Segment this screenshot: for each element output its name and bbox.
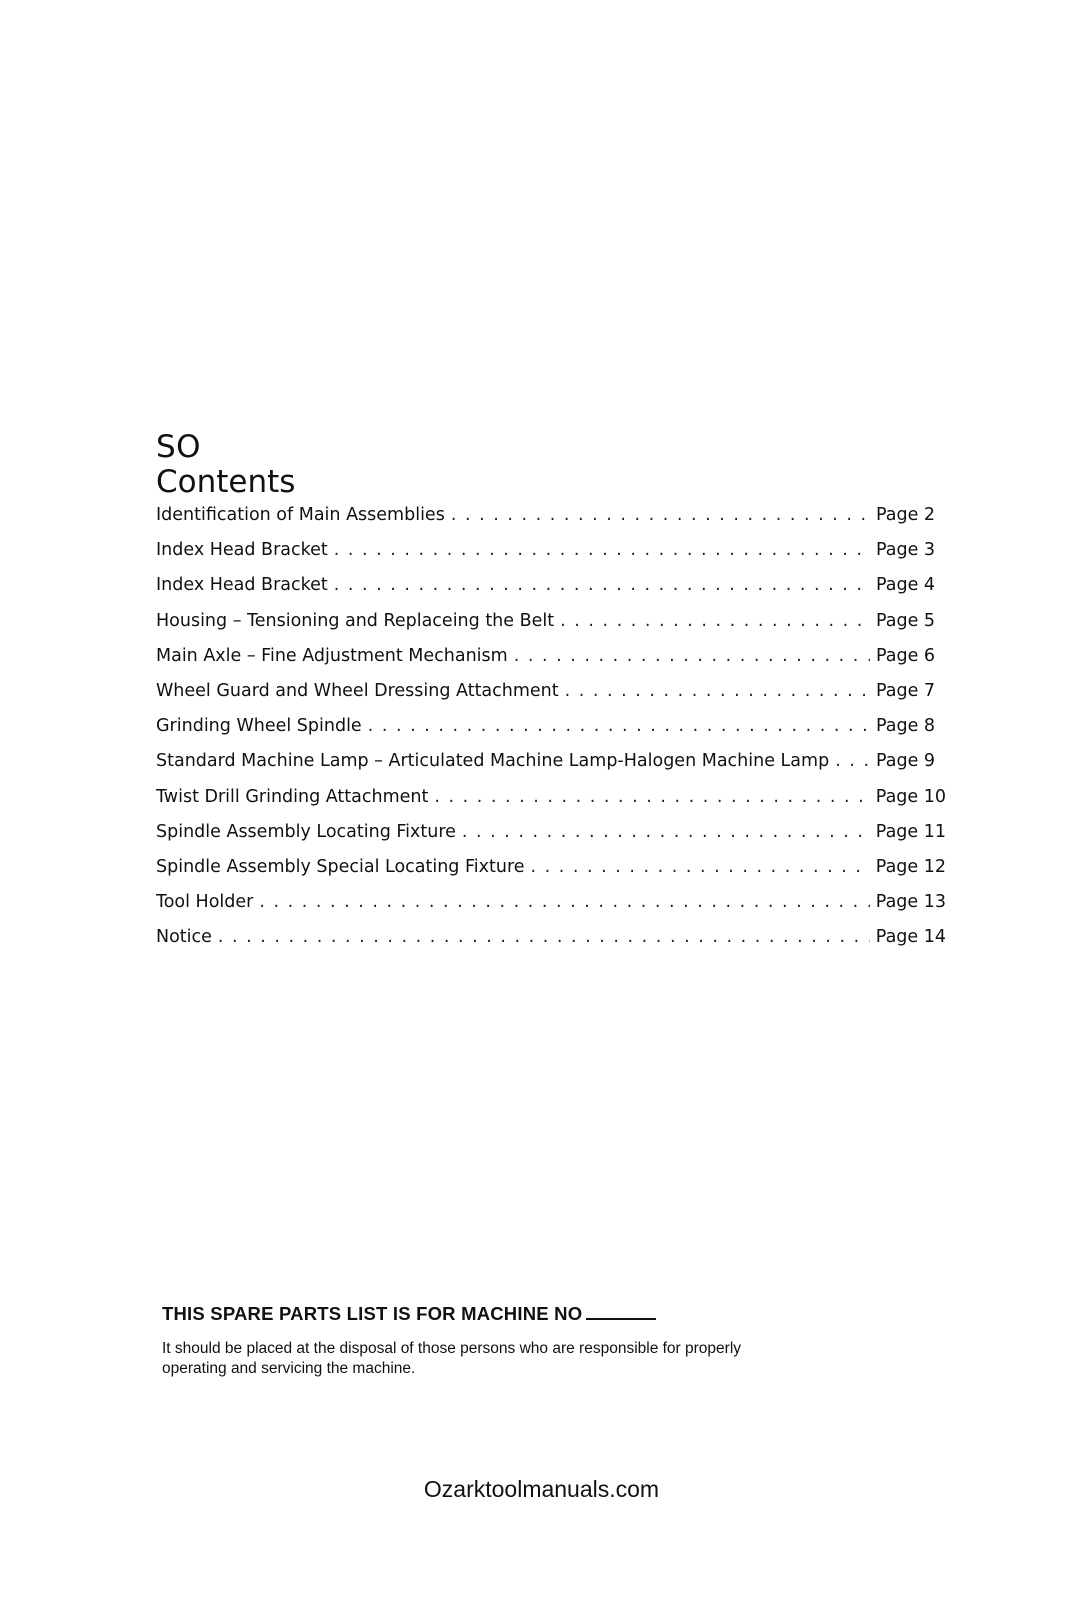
dot-leader (462, 820, 870, 844)
toc-entry-page: Page 2 (876, 505, 936, 525)
toc-entry (156, 855, 946, 890)
dot-leader (531, 855, 870, 879)
dot-leader (434, 785, 869, 809)
toc-entry (156, 890, 946, 925)
toc-entry-page: Page 5 (876, 610, 936, 631)
page-title: Contents (156, 464, 296, 500)
dot-leader (565, 679, 870, 703)
toc-entry-page: Page 10 (875, 786, 946, 807)
notice-title-text: THIS SPARE PARTS LIST IS FOR MACHINE NO (162, 1303, 583, 1324)
toc-entry-label: Housing – Tensioning and Replaceing the Belt (156, 610, 555, 631)
toc-entry-page: Page 13 (875, 892, 946, 913)
toc-entry-label: Wheel Guard and Wheel Dressing Attachment (156, 680, 559, 701)
toc-entry-page: Page 14 (875, 927, 946, 948)
toc-entry (156, 609, 946, 644)
toc-entry (156, 679, 946, 714)
toc-entry (156, 925, 946, 960)
toc-entry-page: Page 11 (875, 821, 946, 842)
toc-entry (156, 644, 946, 679)
toc-entry (156, 538, 946, 573)
toc-entry-page: Page 9 (876, 751, 936, 772)
toc-entry (156, 820, 946, 855)
toc-entry-label: Index Head Bracket (156, 575, 328, 596)
toc-entry-page: Page 3 (876, 540, 936, 561)
toc-entry-page: Page 12 (875, 856, 946, 877)
toc-entry-label: Grinding Wheel Spindle (156, 716, 362, 737)
spare-parts-notice (162, 1303, 862, 1379)
toc-entry-page: Page 8 (876, 716, 936, 737)
toc-entry-page: Page 4 (876, 575, 936, 596)
dot-leader (334, 573, 870, 597)
dot-leader (451, 503, 870, 527)
toc-entry-page: Page 7 (876, 680, 936, 701)
toc-entry-label: Identification of Main Assemblies (156, 505, 445, 525)
toc-entry-page: Page 6 (876, 645, 936, 666)
dot-leader (259, 890, 869, 914)
dot-leader (514, 644, 870, 668)
toc-entry-label: Tool Holder (156, 892, 254, 913)
toc-entry (156, 714, 946, 749)
toc-entry-label: Spindle Assembly Special Locating Fixture (156, 856, 525, 877)
notice-body: It should be placed at the disposal of those persons who are responsible for properly operating and servicing the machine. (162, 1340, 742, 1377)
contents-header (156, 430, 946, 500)
toc-entry-label: Main Axle – Fine Adjustment Mechanism (156, 645, 508, 666)
footer-site: Ozarktoolmanuals.com (423, 1476, 660, 1502)
dot-leader (560, 609, 870, 633)
notice-title (162, 1303, 862, 1325)
dot-leader (835, 749, 870, 773)
model-code: SO (156, 429, 202, 465)
toc-entry (156, 503, 946, 538)
table-of-contents (156, 503, 946, 960)
toc-entry-label: Twist Drill Grinding Attachment (156, 786, 429, 807)
toc-entry (156, 573, 946, 608)
dot-leader (368, 714, 870, 738)
dot-leader (218, 925, 870, 949)
toc-entry-label: Index Head Bracket (156, 540, 328, 561)
toc-entry (156, 749, 946, 784)
machine-number-blank (586, 1318, 656, 1320)
toc-entry-label: Notice (156, 927, 212, 948)
dot-leader (334, 538, 870, 562)
toc-entry (156, 785, 946, 820)
toc-entry-label: Spindle Assembly Locating Fixture (156, 821, 456, 842)
toc-entry-label: Standard Machine Lamp – Articulated Machine Lamp-Halogen Machine Lamp (156, 751, 830, 772)
